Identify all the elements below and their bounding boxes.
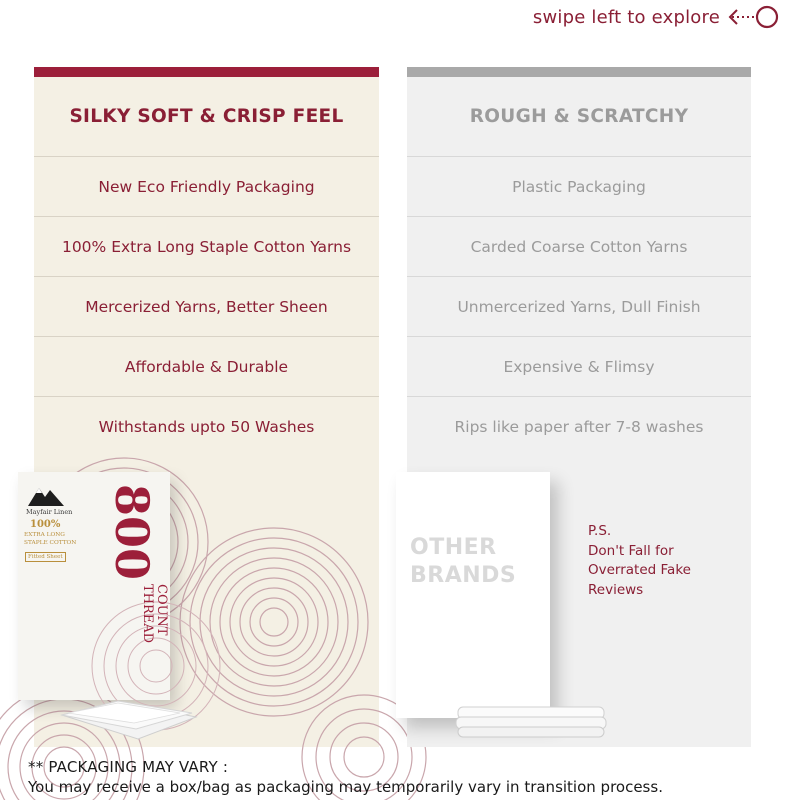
folded-sheet-image bbox=[58, 693, 198, 743]
arrow-left-circle-icon bbox=[726, 4, 780, 30]
box-fitted-sheet-label: Fitted Sheet bbox=[25, 552, 66, 562]
thread-count-graphic bbox=[96, 476, 169, 686]
brand-feature-row: New Eco Friendly Packaging bbox=[34, 157, 379, 217]
box-percent: 100% bbox=[30, 519, 61, 530]
others-feature-row: Plastic Packaging bbox=[407, 157, 751, 217]
others-feature-row: Carded Coarse Cotton Yarns bbox=[407, 217, 751, 277]
box-staple-text: EXTRA LONG STAPLE COTTON bbox=[24, 532, 77, 546]
other-brands-box-image bbox=[396, 472, 550, 718]
packaging-note-title: ** PACKAGING MAY VARY : bbox=[28, 758, 229, 776]
swipe-hint bbox=[533, 4, 780, 30]
folded-sheet-image bbox=[452, 696, 612, 746]
box-thread-label: THREAD bbox=[140, 584, 155, 644]
box-thread-count-number: 800 bbox=[105, 484, 159, 581]
others-feature-row: Rips like paper after 7-8 washes bbox=[454, 418, 704, 436]
brand-feature-row: Affordable & Durable bbox=[34, 337, 379, 397]
box-brand-name: Mayfair Linen bbox=[26, 508, 73, 516]
mountain-logo-icon bbox=[28, 484, 64, 506]
others-feature-row: Unmercerized Yarns, Dull Finish bbox=[407, 277, 751, 337]
others-column-heading: ROUGH & SCRATCHY bbox=[407, 77, 751, 157]
swipe-hint-label: swipe left to explore bbox=[532, 6, 720, 28]
brand-feature-row: Mercerized Yarns, Better Sheen bbox=[34, 277, 379, 337]
brand-feature-row: 100% Extra Long Staple Cotton Yarns bbox=[34, 217, 379, 277]
ps-note: P.S. Don't Fall for Overrated Fake Reviews bbox=[588, 523, 691, 598]
other-brands-label: OTHER BRANDS bbox=[410, 535, 517, 588]
others-feature-row: Expensive & Flimsy bbox=[407, 337, 751, 397]
box-count-label: COUNT bbox=[154, 584, 169, 636]
product-box-image bbox=[18, 472, 170, 700]
brand-feature-row: Withstands upto 50 Washes bbox=[98, 418, 315, 436]
brand-column-heading: SILKY SOFT & CRISP FEEL bbox=[34, 77, 379, 157]
packaging-note-text: You may receive a box/bag as packaging may temporarily vary in transition process. bbox=[28, 778, 663, 796]
